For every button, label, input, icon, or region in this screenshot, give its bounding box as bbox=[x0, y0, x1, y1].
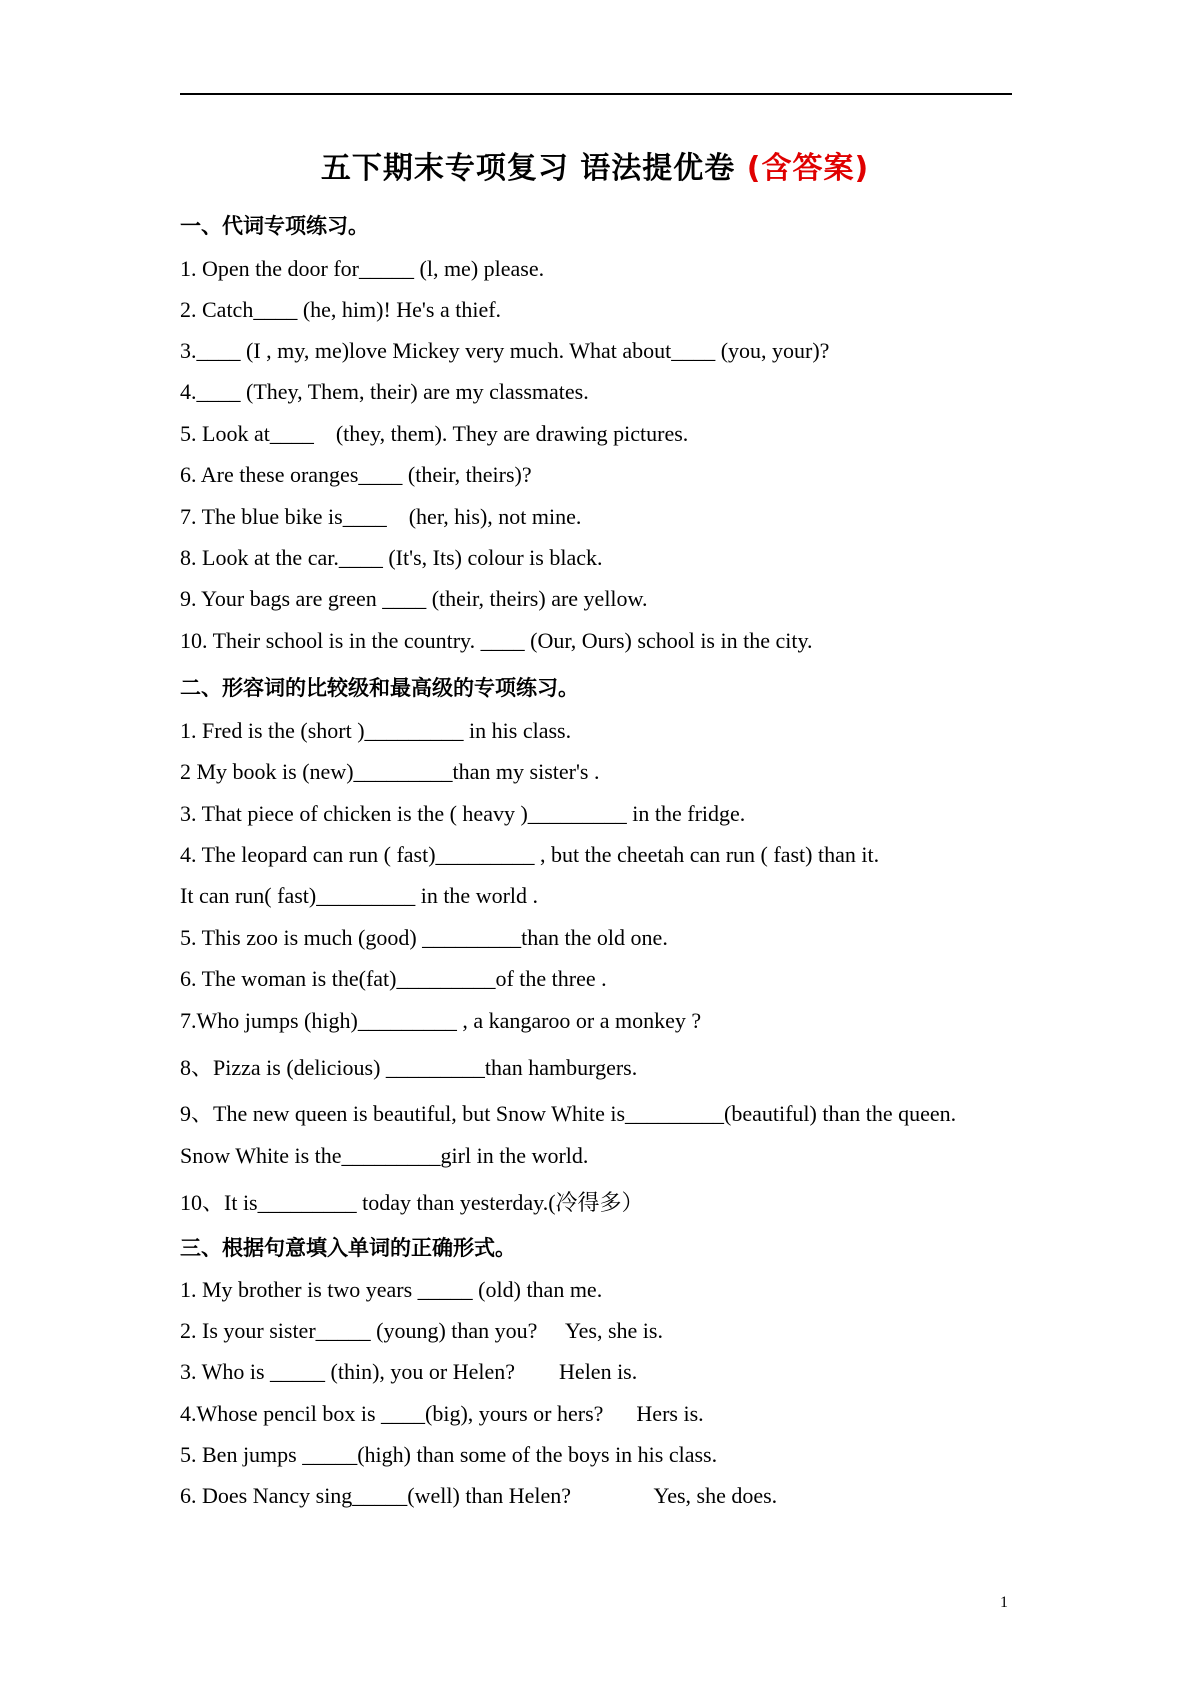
title-main: 五下期末专项复习 语法提优卷 bbox=[320, 151, 747, 186]
exercise-line: 4.____ (They, Them, their) are my classmates. bbox=[180, 379, 589, 404]
exercise-line: 3.____ (I , my, me)love Mickey very much. What about____ (you, your)? bbox=[180, 338, 830, 363]
exercise-line: 4. The leopard can run ( fast)_________ , but the cheetah can run ( fast) than it. bbox=[180, 842, 880, 867]
exercise-line: 1. Open the door for_____ (l, me) please. bbox=[180, 256, 545, 281]
exercise-line: 7. The blue bike is____ (her, his), not mine. bbox=[180, 504, 582, 529]
exercise-line: 3. That piece of chicken is the ( heavy )_________ in the fridge. bbox=[180, 801, 746, 826]
exercise-line: 9、The new queen is beautiful, but Snow White is_________(beautiful) than the queen. bbox=[180, 1101, 957, 1126]
exercise-line: 3. Who is _____ (thin), you or Helen? Helen is. bbox=[180, 1359, 638, 1384]
title-answer-note: (含答案) bbox=[746, 151, 870, 186]
exercise-line: 6. The woman is the(fat)_________of the three . bbox=[180, 966, 607, 991]
exercise-line: 2. Is your sister_____ (young) than you? Yes, she is. bbox=[180, 1318, 663, 1343]
section-heading-word-forms: 三、根据句意填入单词的正确形式。 bbox=[180, 1236, 516, 1260]
exercise-line: 8、Pizza is (delicious) _________than hamburgers. bbox=[180, 1055, 638, 1080]
exercise-line: 7.Who jumps (high)_________ , a kangaroo or a monkey ? bbox=[180, 1008, 702, 1033]
header-rule bbox=[180, 93, 1012, 95]
page-title bbox=[0, 143, 1190, 187]
exercise-line: It can run( fast)_________ in the world . bbox=[180, 883, 539, 908]
exercise-line: 9. Your bags are green ____ (their, theirs) are yellow. bbox=[180, 586, 648, 611]
exercise-line: 5. Look at____ (they, them). They are drawing pictures. bbox=[180, 421, 689, 446]
exercise-line: 2 My book is (new)_________than my sister's . bbox=[180, 759, 600, 784]
exercise-line: 5. This zoo is much (good) _________than the old one. bbox=[180, 925, 668, 950]
section-heading-pronouns: 一、代词专项练习。 bbox=[180, 214, 369, 238]
exercise-line: 5. Ben jumps _____(high) than some of the boys in his class. bbox=[180, 1442, 718, 1467]
exercise-line: 1. Fred is the (short )_________ in his class. bbox=[180, 718, 572, 743]
exercise-line: 10、It is_________ today than yesterday.(冷得多） bbox=[180, 1190, 644, 1215]
exercise-line: 8. Look at the car.____ (It's, Its) colour is black. bbox=[180, 545, 603, 570]
exercise-line: 10. Their school is in the country. ____ (Our, Ours) school is in the city. bbox=[180, 628, 813, 653]
exercise-line: Snow White is the_________girl in the world. bbox=[180, 1143, 589, 1168]
section-heading-adjectives: 二、形容词的比较级和最高级的专项练习。 bbox=[180, 676, 579, 700]
exercise-line: 6. Does Nancy sing_____(well) than Helen? Yes, she does. bbox=[180, 1483, 778, 1508]
exercise-line: 1. My brother is two years _____ (old) than me. bbox=[180, 1277, 603, 1302]
page-number: 1 bbox=[1000, 1594, 1008, 1611]
exercise-line: 2. Catch____ (he, him)! He's a thief. bbox=[180, 297, 502, 322]
exercise-line: 4.Whose pencil box is ____(big), yours or hers? Hers is. bbox=[180, 1401, 704, 1426]
exercise-line: 6. Are these oranges____ (their, theirs)? bbox=[180, 462, 532, 487]
